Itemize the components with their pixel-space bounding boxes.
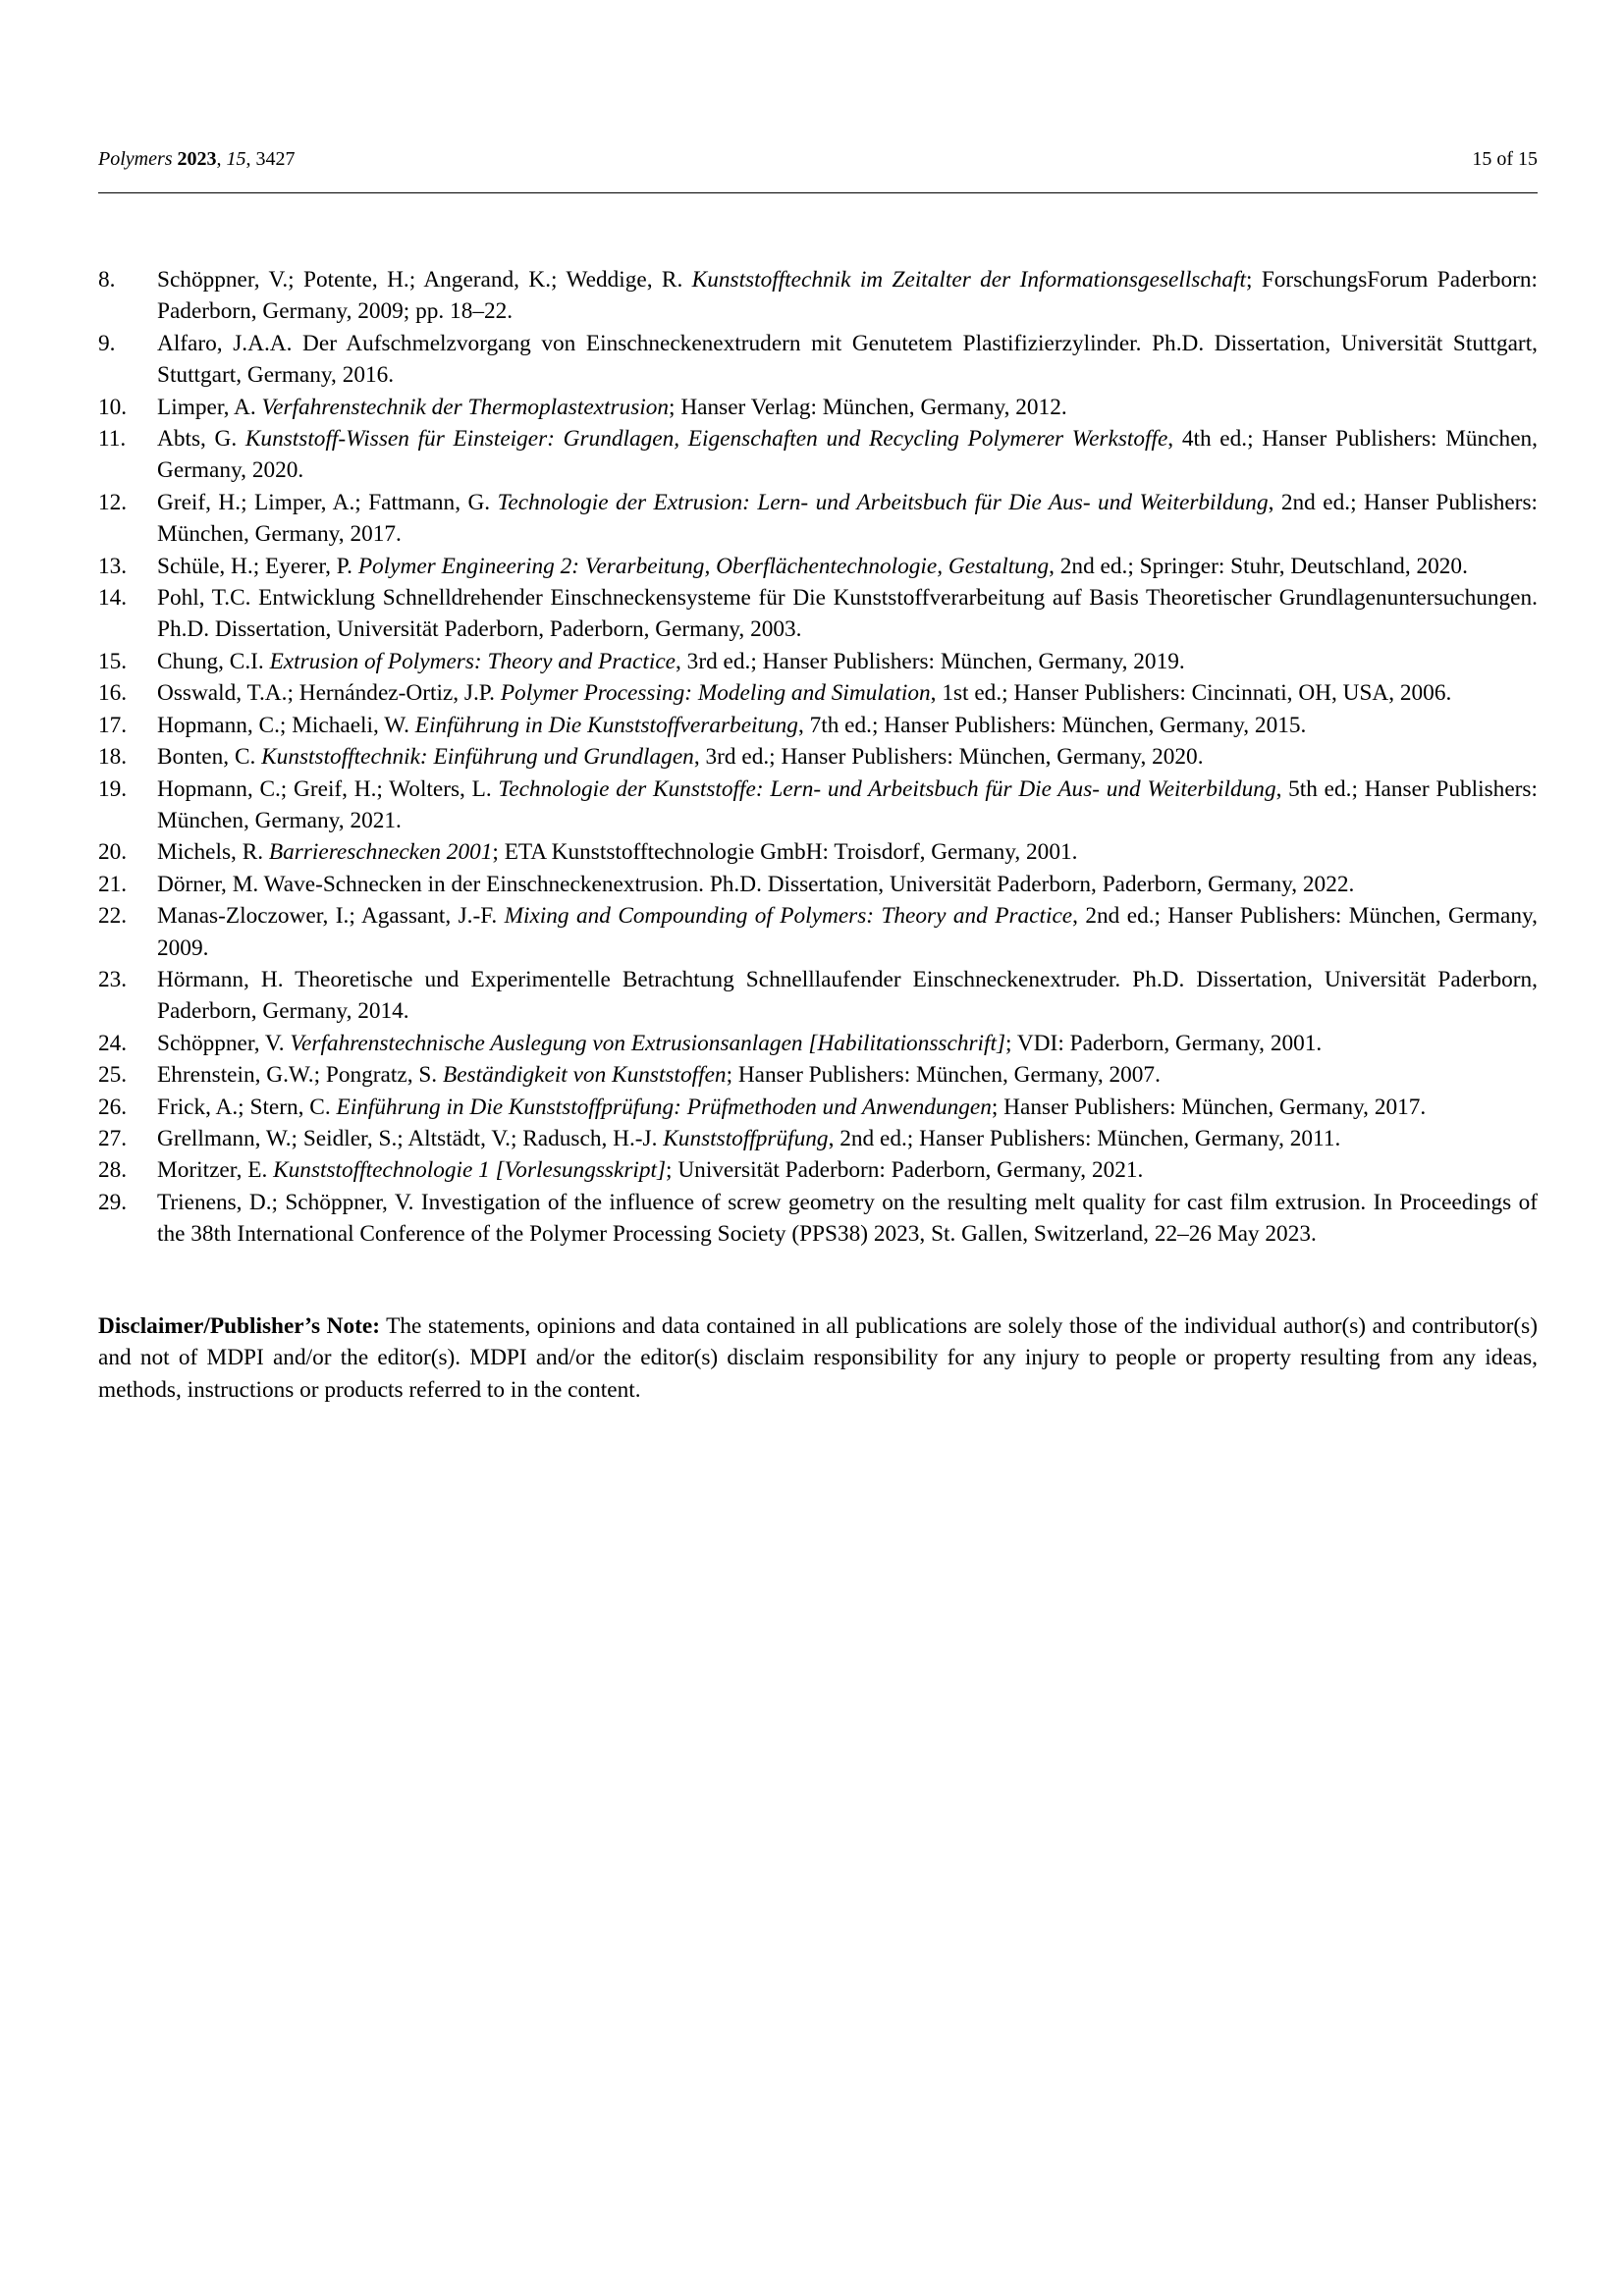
reference-text: [157, 423, 1538, 487]
reference-text: [157, 774, 1538, 837]
reference-item: [98, 774, 1538, 837]
reference-number: 27.: [98, 1125, 128, 1151]
reference-item: [98, 741, 1538, 773]
reference-publisher: , 2nd ed.; Hanser Publishers: München, Germany, 2011.: [828, 1125, 1341, 1151]
reference-publisher: , 2nd ed.; Springer: Stuhr, Deutschland, 2020.: [1049, 553, 1468, 579]
reference-authors: Manas-Zloczower, I.; Agassant, J.-F.: [157, 903, 505, 930]
reference-authors: Greif, H.; Limper, A.; Fattmann, G.: [157, 489, 498, 515]
reference-item: [98, 710, 1538, 741]
reference-item: [98, 677, 1538, 709]
reference-text: [157, 551, 1538, 582]
reference-text: [157, 1154, 1538, 1186]
article-number: 3427: [255, 148, 296, 170]
reference-number: 8.: [98, 267, 116, 293]
reference-item: [98, 1187, 1538, 1251]
reference-authors: Hopmann, C.; Michaeli, W.: [157, 712, 415, 738]
reference-number: 21.: [98, 871, 128, 897]
reference-text: [157, 487, 1538, 551]
reference-number: 28.: [98, 1157, 128, 1184]
reference-publisher: , 4th ed.; Hanser Publishers: München, Germany, 2020.: [157, 426, 1539, 484]
reference-authors: Bonten, C.: [157, 744, 262, 771]
journal-volume: 15: [226, 148, 246, 170]
reference-number: 20.: [98, 839, 128, 866]
journal-citation: Polymers 2023, 15, 3427: [98, 148, 296, 170]
reference-number: 23.: [98, 966, 128, 992]
reference-publisher: ; ForschungsForum Paderborn: Paderborn, Germany, 2009; pp. 18–22.: [157, 267, 1539, 325]
reference-number: 18.: [98, 744, 128, 771]
reference-authors: Ehrenstein, G.W.; Pongratz, S.: [157, 1062, 443, 1089]
page-number: 15 of 15: [1472, 148, 1538, 170]
reference-text: [157, 1123, 1538, 1154]
reference-title: Verfahrenstechnische Auslegung von Extrusionsanlagen [Habilitationsschrift]: [290, 1030, 1006, 1056]
reference-item: [98, 582, 1538, 646]
reference-item: [98, 1059, 1538, 1091]
disclaimer-label: Disclaimer/Publisher’s Note:: [98, 1313, 380, 1339]
reference-authors: Hörmann, H. Theoretische und Experimentelle Betrachtung Schnelllaufender Einschneckenextruder. Ph.D. Dissertation, Universität Paderborn, Paderborn, Germany, 2014.: [157, 966, 1538, 1025]
reference-title: Polymer Engineering 2: Verarbeitung, Oberflächentechnologie, Gestaltung: [357, 553, 1050, 579]
reference-authors: Michels, R.: [157, 839, 269, 866]
reference-text: [157, 1187, 1538, 1251]
reference-number: 26.: [98, 1094, 128, 1120]
reference-number: 22.: [98, 903, 128, 930]
reference-publisher: ; ETA Kunststofftechnologie GmbH: Troisdorf, Germany, 2001.: [492, 839, 1078, 866]
reference-item: [98, 1028, 1538, 1059]
reference-text: [157, 1092, 1538, 1123]
reference-number: 17.: [98, 712, 128, 738]
reference-text: [157, 1028, 1538, 1059]
reference-authors: Hopmann, C.; Greif, H.; Wolters, L.: [157, 775, 499, 802]
reference-item: [98, 551, 1538, 582]
reference-number: 19.: [98, 775, 128, 802]
reference-item: [98, 646, 1538, 677]
reference-number: 24.: [98, 1030, 128, 1056]
reference-publisher: , 3rd ed.; Hanser Publishers: München, Germany, 2020.: [693, 744, 1204, 771]
reference-text: [157, 741, 1538, 773]
journal-year: 2023: [177, 148, 217, 170]
reference-title: Kunststofftechnik: Einführung und Grundlagen: [261, 744, 694, 771]
header-rule: [98, 192, 1538, 193]
reference-publisher: ; VDI: Paderborn, Germany, 2001.: [1005, 1030, 1323, 1056]
reference-publisher: , 2nd ed.; Hanser Publishers: München, Germany, 2017.: [157, 489, 1538, 548]
reference-item: [98, 1154, 1538, 1186]
reference-item: [98, 964, 1538, 1028]
reference-authors: Osswald, T.A.; Hernández-Ortiz, J.P.: [157, 680, 501, 707]
reference-title: Technologie der Kunststoffe: Lern- und Arbeitsbuch für Die Aus- und Weiterbildung: [498, 775, 1276, 802]
reference-number: 16.: [98, 680, 128, 707]
disclaimer-text: The statements, opinions and data contained in all publications are solely those of the individual author(s) and contributor(s) and not of MDPI and/or the editor(s). MDPI and/or the editor(s) disclaim responsibility for any injury to people or property resulting from any ideas, methods, instructions or products referred to in the content.: [98, 1313, 1539, 1403]
reference-title: Kunststoffprüfung: [663, 1125, 829, 1151]
reference-number: 14.: [98, 585, 128, 612]
reference-text: [157, 328, 1538, 392]
reference-item: [98, 1123, 1538, 1154]
reference-authors: Abts, G.: [157, 426, 245, 453]
reference-authors: Schöppner, V.: [157, 1030, 291, 1056]
reference-number: 9.: [98, 330, 116, 356]
reference-publisher: , 2nd ed.; Hanser Publishers: München, Germany, 2009.: [157, 903, 1538, 961]
reference-text: [157, 869, 1538, 900]
reference-item: [98, 423, 1538, 487]
reference-title: Polymer Processing: Modeling and Simulation: [500, 680, 931, 707]
reference-list: [98, 264, 1538, 1251]
reference-text: [157, 264, 1538, 328]
reference-item: [98, 1092, 1538, 1123]
reference-publisher: , 5th ed.; Hanser Publishers: München, Germany, 2021.: [157, 775, 1538, 833]
reference-item: [98, 869, 1538, 900]
reference-publisher: ; Hanser Verlag: München, Germany, 2012.: [669, 394, 1067, 420]
reference-publisher: ; Universität Paderborn: Paderborn, Germany, 2021.: [666, 1157, 1144, 1184]
reference-authors: Grellmann, W.; Seidler, S.; Altstädt, V.; Radusch, H.-J.: [157, 1125, 664, 1151]
reference-number: 11.: [98, 426, 127, 453]
reference-text: [157, 710, 1538, 741]
reference-title: Beständigkeit von Kunststoffen: [442, 1062, 727, 1089]
reference-authors: Trienens, D.; Schöppner, V. Investigation of the influence of screw geometry on the resulting melt quality for cast film extrusion. In Proceedings of the 38th International Conference of the Polymer Processing Society (PPS38) 2023, St. Gallen, Switzerland, 22–26 May 2023.: [157, 1189, 1538, 1248]
reference-authors: Dörner, M. Wave-Schnecken in der Einschneckenextrusion. Ph.D. Dissertation, Universität Paderborn, Paderborn, Germany, 2022.: [157, 871, 1355, 897]
reference-title: Kunststofftechnologie 1 [Vorlesungsskript]: [273, 1157, 667, 1184]
reference-item: [98, 264, 1538, 328]
reference-text: [157, 900, 1538, 964]
disclaimer-note: [98, 1310, 1538, 1406]
reference-text: [157, 1059, 1538, 1091]
reference-item: [98, 392, 1538, 423]
page-header: [98, 147, 1538, 171]
reference-text: [157, 646, 1538, 677]
reference-publisher: , 3rd ed.; Hanser Publishers: München, Germany, 2019.: [676, 648, 1185, 674]
reference-authors: Schöppner, V.; Potente, H.; Angerand, K.; Weddige, R.: [157, 267, 692, 293]
journal-name: Polymers: [98, 148, 173, 170]
reference-authors: Schüle, H.; Eyerer, P.: [157, 553, 358, 579]
reference-number: 12.: [98, 489, 128, 515]
reference-authors: Frick, A.; Stern, C.: [157, 1094, 337, 1120]
reference-number: 10.: [98, 394, 128, 420]
reference-number: 15.: [98, 648, 128, 674]
reference-title: Mixing and Compounding of Polymers: Theory and Practice: [504, 903, 1073, 930]
reference-item: [98, 328, 1538, 392]
reference-text: [157, 392, 1538, 423]
reference-title: Einführung in Die Kunststoffprüfung: Prüfmethoden und Anwendungen: [336, 1094, 992, 1120]
reference-authors: Limper, A.: [157, 394, 262, 420]
reference-text: [157, 964, 1538, 1028]
reference-title: Barriereschnecken 2001: [268, 839, 493, 866]
reference-publisher: , 7th ed.; Hanser Publishers: München, Germany, 2015.: [797, 712, 1307, 738]
reference-title: Extrusion of Polymers: Theory and Practice: [269, 648, 677, 674]
reference-item: [98, 836, 1538, 868]
reference-authors: Alfaro, J.A.A. Der Aufschmelzvorgang von Einschneckenextrudern mit Genutetem Plastifizierzylinder. Ph.D. Dissertation, Universität Stuttgart, Stuttgart, Germany, 2016.: [157, 330, 1538, 389]
reference-authors: Pohl, T.C. Entwicklung Schnelldrehender Einschneckensysteme für Die Kunststoffverarbeitung auf Basis Theoretischer Grundlagenuntersuchungen. Ph.D. Dissertation, Universität Paderborn, Paderborn, Germany, 2003.: [157, 585, 1538, 643]
reference-publisher: , 1st ed.; Hanser Publishers: Cincinnati, OH, USA, 2006.: [930, 680, 1452, 707]
reference-title: Kunststofftechnik im Zeitalter der Informationsgesellschaft: [691, 267, 1246, 293]
reference-authors: Moritzer, E.: [157, 1157, 274, 1184]
reference-text: [157, 582, 1538, 646]
reference-title: Einführung in Die Kunststoffverarbeitung: [414, 712, 798, 738]
reference-title: Technologie der Extrusion: Lern- und Arbeitsbuch für Die Aus- und Weiterbildung: [497, 489, 1269, 515]
reference-authors: Chung, C.I.: [157, 648, 270, 674]
reference-publisher: ; Hanser Publishers: München, Germany, 2017.: [991, 1094, 1427, 1120]
reference-publisher: ; Hanser Publishers: München, Germany, 2007.: [726, 1062, 1161, 1089]
reference-number: 29.: [98, 1189, 128, 1215]
reference-title: Kunststoff-Wissen für Einsteiger: Grundlagen, Eigenschaften und Recycling Polymerer Werkstoffe: [244, 426, 1168, 453]
reference-item: [98, 900, 1538, 964]
reference-title: Verfahrenstechnik der Thermoplastextrusion: [261, 394, 670, 420]
reference-number: 13.: [98, 553, 128, 579]
reference-number: 25.: [98, 1062, 128, 1089]
reference-item: [98, 487, 1538, 551]
reference-text: [157, 836, 1538, 868]
reference-text: [157, 677, 1538, 709]
